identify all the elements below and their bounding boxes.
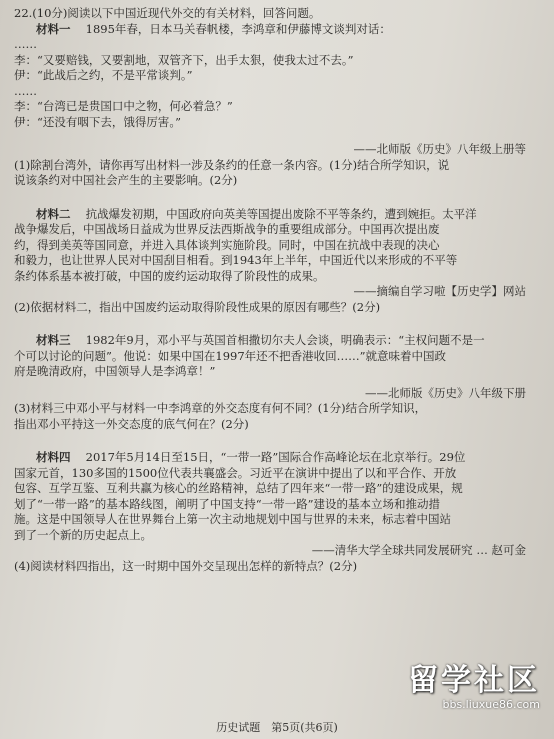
material-1-line: 李：“又要赔钱，又要割地，双管齐下，出手太狠，使我太过不去。” bbox=[14, 52, 354, 67]
sub-question-1: (1)除割台湾外，请你再写出材料一涉及条约的任意一条内容。(1分)结合所学知识，说 bbox=[14, 157, 450, 172]
sub-question-2: (2)依据材料二，指出中国废约运动取得阶段性成果的原因有哪些？(2分) bbox=[14, 299, 381, 314]
material-1-label: 材料一 bbox=[36, 21, 71, 36]
material-4-line: 材料四 2017年5月14日至15日，“一带一路”国际合作高峰论坛在北京举行。29位 bbox=[36, 450, 466, 464]
sub-question-1-cont: 说该条约对中国社会产生的主要影响。(2分) bbox=[14, 173, 238, 187]
material-4-line: 包容、互学互鉴、互利共赢为核心的丝路精神，总结了四年来“一带一路”的建设成果，规 bbox=[14, 481, 463, 495]
question-22 bbox=[14, 6, 542, 574]
material-4-line: 施。这是中国领导人在世界舞台上第一次主动地规划中国与世界的未来，标志着中国站 bbox=[14, 512, 451, 526]
material-1-line: 伊：“此战后之约，不是平常谈判。” bbox=[14, 68, 193, 82]
material-1-intro-line bbox=[14, 22, 542, 38]
question-heading: 22.(10分)阅读以下中国近现代外交的有关材料，回答问题。 bbox=[14, 6, 321, 20]
material-1-line: 伊：“还没有咽下去，饿得厉害。” bbox=[14, 114, 182, 129]
material-2-line: 材料二 抗战爆发初期，中国政府向英美等国提出废除不平等条约，遭到婉拒。太平洋 bbox=[36, 206, 477, 221]
material-2-line: 和毅力，也让世界人民对中国刮目相看。到1943年上半年，中国近代以来形成的不平等 bbox=[14, 253, 458, 267]
material-1-source: ——北师版《历史》八年级上册等 bbox=[353, 142, 526, 156]
material-4-source: ——清华大学全球共同发展研究 … 赵可金 bbox=[311, 543, 526, 557]
material-4-line: 国家元首，130多国的1500位代表共襄盛会。习近平在演讲中提出了以和平合作、开放 bbox=[14, 465, 457, 480]
sub-question-3: (3)材料三中邓小平与材料一中李鸿章的外交态度有何不同？(1分)结合所学知识， bbox=[14, 401, 427, 415]
material-3-line: 个可以讨论的问题”。他说：如果中国在1997年还不把香港收回……”就意味着中国政 bbox=[14, 348, 447, 363]
material-2-line: 战争爆发后，中国战场日益成为世界反法西斯战争的重要组成部分。中国再次提出废 bbox=[14, 222, 440, 236]
material-3-source: ——北师版《历史》八年级下册 bbox=[365, 385, 526, 400]
material-4-line: 到了一个新的历史起点上。 bbox=[14, 527, 152, 542]
site-watermark bbox=[408, 664, 540, 711]
material-1-line: …… bbox=[14, 83, 37, 98]
material-2-line: 约，得到美英等国同意，并进入具体谈判实施阶段。同时，中国在抗战中表现的决心 bbox=[14, 237, 440, 252]
page-footer: 历史试题 第5页(共6页) bbox=[216, 721, 338, 734]
material-1-line: 李：“台湾已是贵国口中之物，何必着急？” bbox=[14, 99, 233, 113]
sub-question-3-cont: 指出邓小平持这一外交态度的底气何在？(2分) bbox=[14, 416, 249, 431]
sub-question-4: (4)阅读材料四指出，这一时期中国外交呈现出怎样的新特点？(2分) bbox=[14, 558, 358, 573]
watermark-url: bbs.liuxue86.com bbox=[442, 698, 540, 711]
watermark-title: 留学社区 bbox=[408, 663, 540, 698]
material-2-line: 条约体系基本被打破，中国的废约运动取得了阶段性的成果。 bbox=[14, 268, 325, 283]
material-4-label: 材料四 bbox=[36, 450, 71, 464]
material-3-line: 府是晚清政府，中国领导人是李鸿章！” bbox=[14, 364, 216, 378]
material-1-line: …… bbox=[14, 37, 37, 51]
material-4-line: 划了“一带一路”的基本路线图，阐明了中国支持“一带一路”建设的基本立场和推动措 bbox=[14, 496, 441, 511]
material-2-source: ——摘编自学习啦【历史学】网站 bbox=[353, 284, 526, 298]
material-3-label: 材料三 bbox=[36, 333, 71, 347]
material-3-line: 材料三 1982年9月，邓小平与英国首相撒切尔夫人会谈，明确表示：“主权问题不是一 bbox=[36, 333, 485, 347]
material-1-intro: 1895年春，日本马关春帆楼，李鸿章和伊藤博文谈判对话： bbox=[85, 21, 391, 36]
material-2-label: 材料二 bbox=[36, 206, 71, 221]
